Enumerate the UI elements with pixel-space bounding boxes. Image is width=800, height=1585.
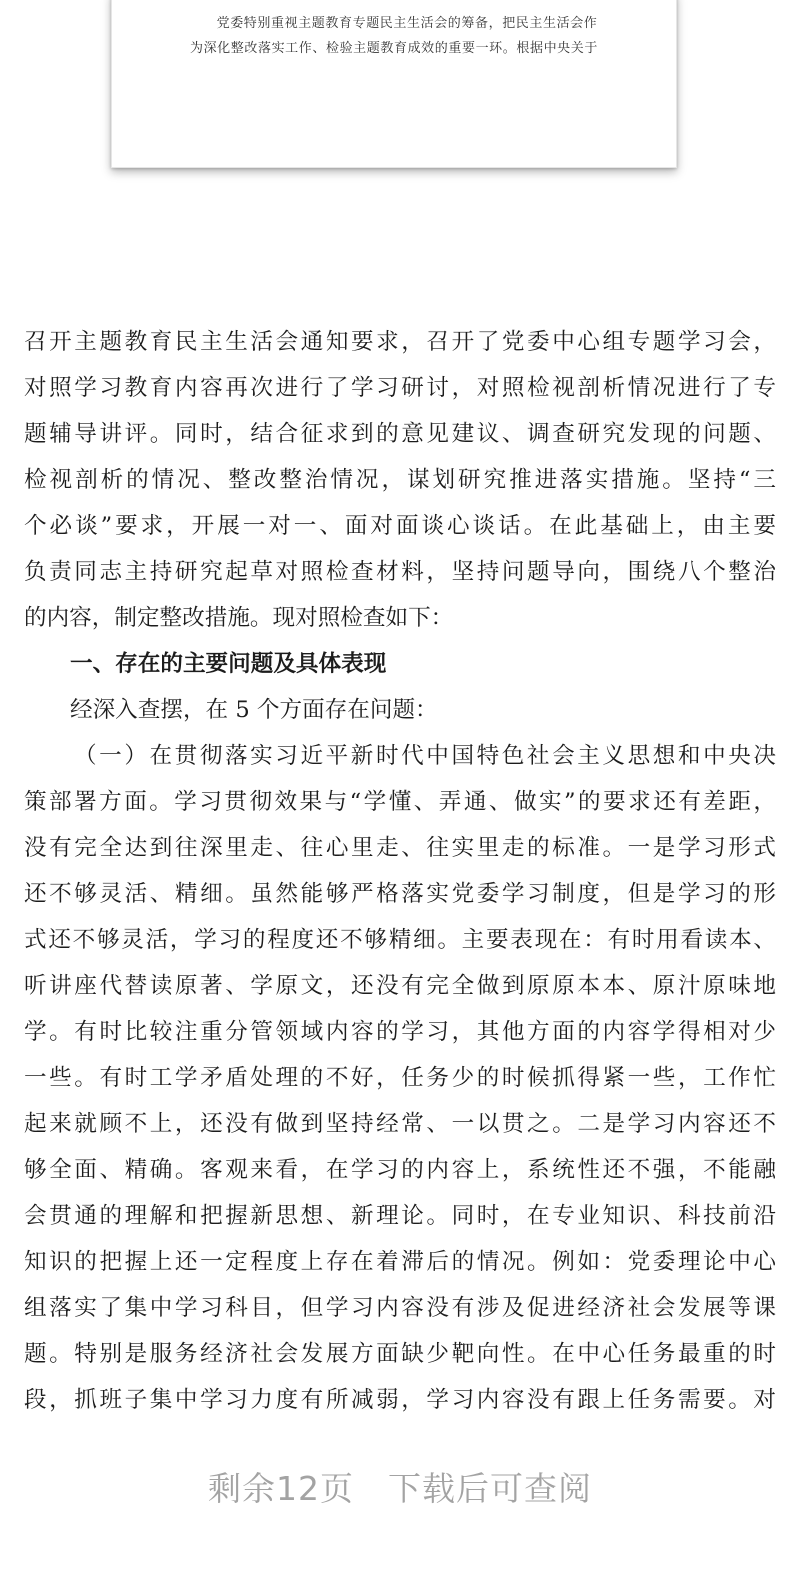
preview-text-line: 为深化整改落实工作、检验主题教育成效的重要一环。根据中央关于 [189, 41, 598, 56]
item-line: 够全面、精确。客观来看，在学习的内容上，系统性还不强，不能融 [24, 1157, 776, 1183]
item-line: 策部署方面。学习贯彻效果与“学懂、弄通、做实”的要求还有差距， [24, 789, 776, 815]
document-preview-card [111, 0, 677, 168]
download-to-read-banner[interactable] [0, 1463, 800, 1510]
item-line: 题。特别是服务经济社会发展方面缺少靶向性。在中心任务最重的时 [24, 1341, 776, 1367]
document-body [24, 319, 776, 1423]
download-hint-label: 下载后可查阅 [388, 1469, 592, 1508]
item-line: 式还不够灵活，学习的程度还不够精细。主要表现在：有时用看读本、 [24, 927, 776, 953]
item-line: 没有完全达到往深里走、往心里走、往实里走的标准。一是学习形式 [24, 835, 776, 861]
paragraph-line: 召开主题教育民主生活会通知要求，召开了党委中心组专题学习会， [24, 329, 776, 355]
paragraph-line: 题辅导讲评。同时，结合征求到的意见建议、调查研究发现的问题、 [24, 421, 776, 447]
paragraph-line: 的内容，制定整改措施。现对照检查如下： [24, 605, 454, 631]
remaining-pages-label: 剩余12页 [208, 1469, 354, 1508]
item-line: 会贯通的理解和把握新思想、新理论。同时，在专业知识、科技前沿 [24, 1203, 776, 1229]
paragraph-line: 负责同志主持研究起草对照检查材料，坚持问题导向，围绕八个整治 [24, 559, 776, 585]
item-line: 段，抓班子集中学习力度有所减弱，学习内容没有跟上任务需要。对 [24, 1387, 776, 1413]
item-line: 听讲座代替读原著、学原文，还没有完全做到原原本本、原汁原味地 [24, 973, 776, 999]
preview-text-line: 党委特别重视主题教育专题民主生活会的筹备，把民主生活会作 [216, 16, 598, 31]
item-line: 组落实了集中学习科目，但学习内容没有涉及促进经济社会发展等课 [24, 1295, 776, 1321]
paragraph-line: 检视剖析的情况、整改整治情况，谋划研究推进落实措施。坚持“三 [24, 467, 776, 493]
item-line: 知识的把握上还一定程度上存在着滞后的情况。例如：党委理论中心 [24, 1249, 776, 1275]
item-line: 起来就顾不上，还没有做到坚持经常、一以贯之。二是学习内容还不 [24, 1111, 776, 1137]
summary-line: 经深入查摆，在 5 个方面存在问题： [70, 697, 438, 723]
item-line: 一些。有时工学矛盾处理的不好，任务少的时候抓得紧一些，工作忙 [24, 1065, 776, 1091]
item-line: （一）在贯彻落实习近平新时代中国特色社会主义思想和中央决 [74, 743, 776, 769]
item-line: 还不够灵活、精细。虽然能够严格落实党委学习制度，但是学习的形 [24, 881, 776, 907]
paragraph-line: 个必谈”要求，开展一对一、面对面谈心谈话。在此基础上，由主要 [24, 513, 776, 539]
section-heading: 一、存在的主要问题及具体表现 [70, 651, 387, 677]
item-line: 学。有时比较注重分管领域内容的学习，其他方面的内容学得相对少 [24, 1019, 776, 1045]
paragraph-line: 对照学习教育内容再次进行了学习研讨，对照检视剖析情况进行了专 [24, 375, 776, 401]
